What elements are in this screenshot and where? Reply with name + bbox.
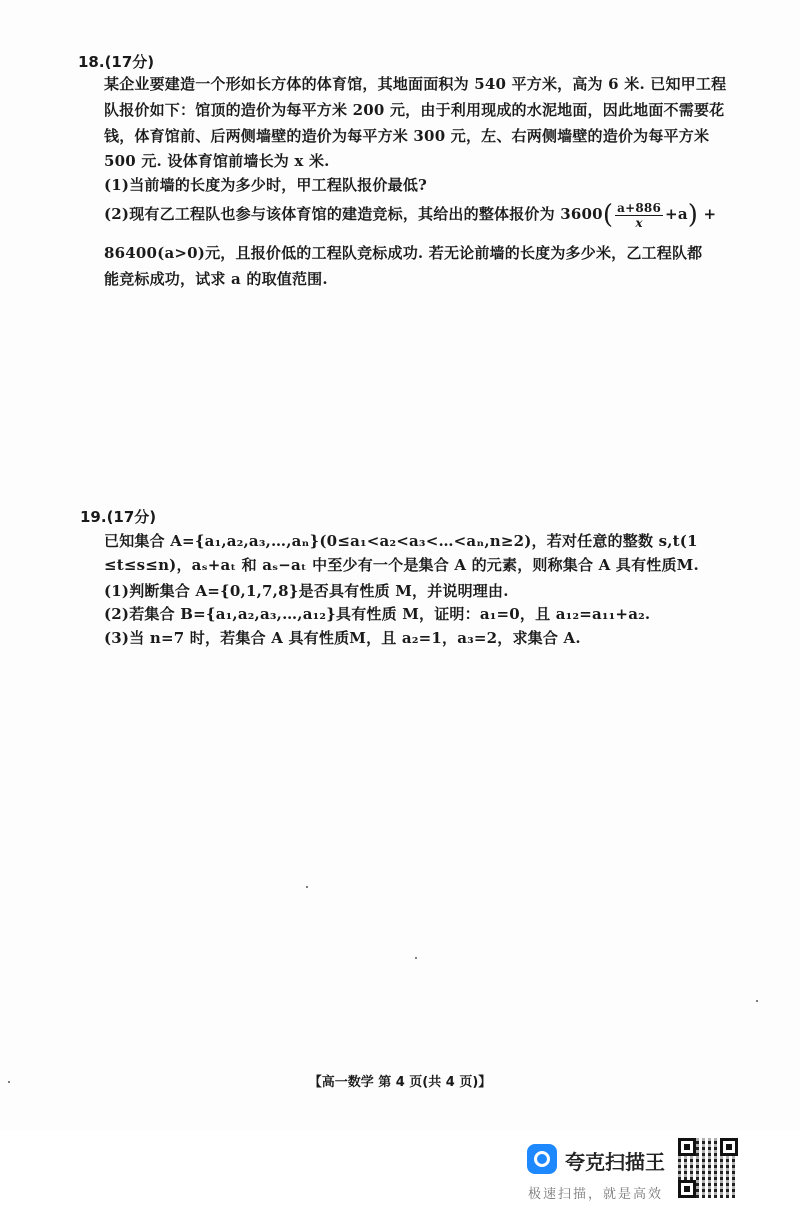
q18-part-2-tail: + <box>698 205 717 223</box>
fraction-numerator: a+886 <box>617 200 662 215</box>
q19-part-2: (2)若集合 B={a₁,a₂,a₃,…,a₁₂}具有性质 M，证明：a₁=0，且 a₁₂=a₁₁+a₂. <box>104 605 651 623</box>
q19-line-1: 已知集合 A={a₁,a₂,a₃,…,aₙ}(0≤a₁<a₂<a₃<…<aₙ,n≥2)，若对任意的整数 s,t(1 <box>104 532 698 550</box>
q18-line-2: 队报价如下：馆顶的造价为每平方米 200 元，由于利用现成的水泥地面，因此地面不需要花 <box>104 101 725 119</box>
q19-part-1: (1)判断集合 A={0,1,7,8}是否具有性质 M，并说明理由. <box>104 582 509 600</box>
q18-line-7: 能竞标成功，试求 a 的取值范围. <box>104 270 328 288</box>
quark-logo-icon <box>527 1144 557 1174</box>
q18-number: 18.(17分) <box>78 53 155 71</box>
scan-speck <box>306 886 308 888</box>
q18-line-1: 某企业要建造一个形如长方体的体育馆，其地面面积为 540 平方米，高为 6 米. 已知甲工程 <box>104 75 727 93</box>
fraction <box>615 201 663 230</box>
q19-number: 19.(17分) <box>80 508 157 526</box>
q18-part-2 <box>104 200 716 230</box>
left-paren: ( <box>602 200 614 230</box>
q18-line-6: 86400(a>0)元，且报价低的工程队竞标成功. 若无论前墙的长度为多少米，乙工程队都 <box>104 244 703 262</box>
page-footer: 【高一数学 第 4 页(共 4 页)】 <box>308 1075 492 1090</box>
watermark-slogan: 极速扫描，就是高效 <box>528 1187 664 1202</box>
fraction-tail: +a <box>665 205 688 223</box>
fraction-denominator: x <box>635 215 643 230</box>
right-paren: ) <box>687 200 699 230</box>
scan-speck <box>415 957 417 959</box>
q19-part-3: (3)当 n=7 时，若集合 A 具有性质M，且 a₂=1，a₃=2，求集合 A. <box>104 629 581 647</box>
q18-line-3: 钱，体育馆前、后两侧墙壁的造价为每平方米 300 元，左、右两侧墙壁的造价为每平方米 <box>104 127 710 145</box>
q18-part-2-text: (2)现有乙工程队也参与该体育馆的建造竞标，其给出的整体报价为 3600 <box>104 205 603 223</box>
q18-line-4: 500 元. 设体育馆前墙长为 x 米. <box>104 152 330 170</box>
watermark-title: 夸克扫描王 <box>565 1150 665 1174</box>
q19-line-2: ≤t≤s≤n)，aₛ+aₜ 和 aₛ−aₜ 中至少有一个是集合 A 的元素，则称集合 A 具有性质M. <box>104 556 699 574</box>
q18-part-1: (1)当前墙的长度为多少时，甲工程队报价最低? <box>104 176 428 194</box>
scan-speck <box>756 1000 758 1002</box>
qr-finder-icon <box>720 1138 738 1156</box>
qr-finder-icon <box>678 1180 696 1198</box>
qr-finder-icon <box>678 1138 696 1156</box>
